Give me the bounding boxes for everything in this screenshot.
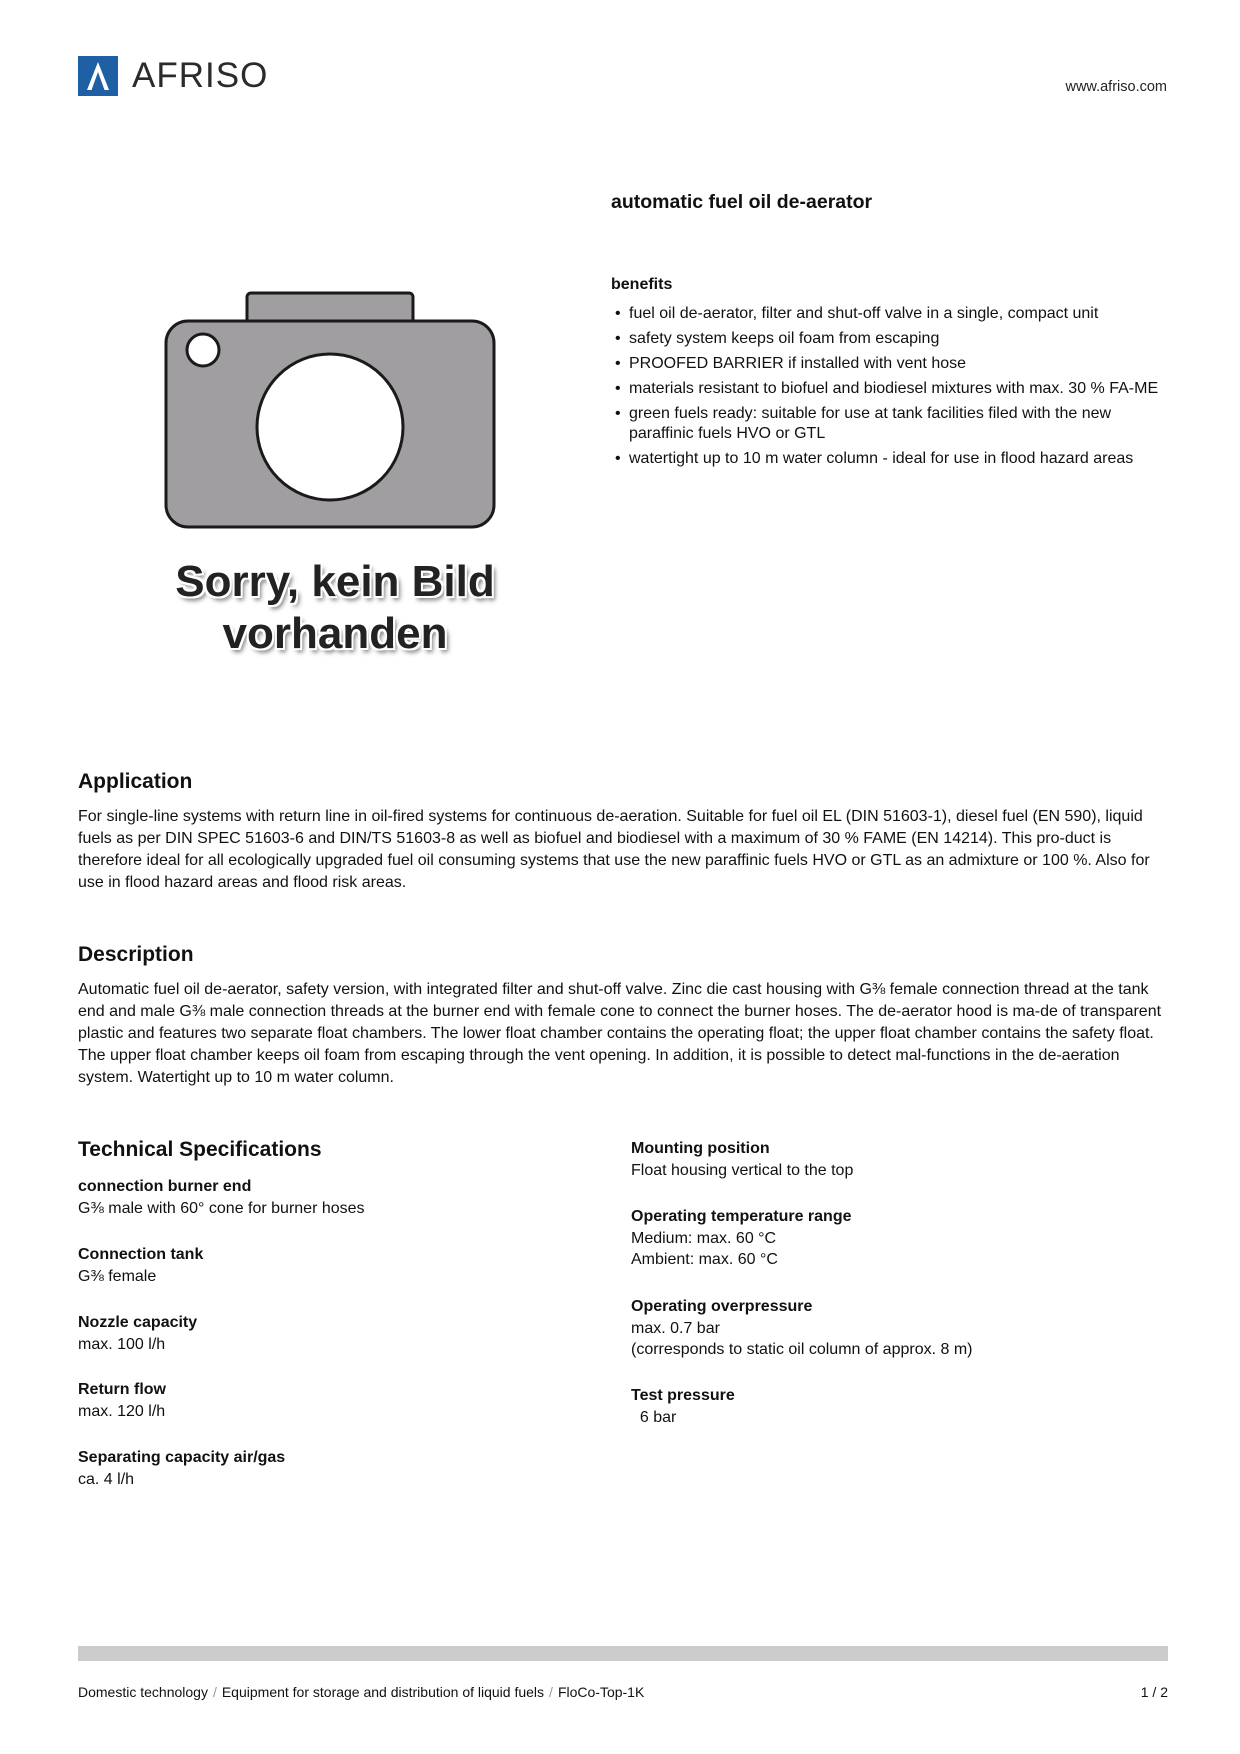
spec-label: connection burner end — [78, 1178, 252, 1195]
brand-logo — [78, 56, 268, 96]
list-item — [611, 329, 1171, 349]
spec-mounting-position — [631, 1138, 853, 1181]
spec-operating-temperature — [631, 1206, 852, 1271]
bullet-icon: • — [615, 355, 621, 372]
bullet-icon: • — [615, 330, 621, 347]
benefits-list — [611, 304, 1171, 469]
breadcrumb-separator: / — [549, 1684, 553, 1700]
placeholder-caption-line-2: vorhanden — [222, 609, 448, 658]
technical-specifications — [78, 1138, 1168, 1498]
description-section — [78, 943, 1168, 1089]
breadcrumb-separator: / — [212, 1684, 217, 1700]
spec-value: Ambient: max. 60 °C — [631, 1251, 778, 1268]
bullet-icon: • — [615, 305, 621, 322]
spec-value: (corresponds to static oil column of approx. 8 m) — [631, 1341, 973, 1358]
benefit-text: safety system keeps oil foam from escaping — [629, 330, 940, 347]
list-item — [611, 404, 1171, 444]
spec-operating-overpressure — [631, 1296, 972, 1361]
spec-label: Return flow — [78, 1381, 166, 1398]
spec-value: max. 0.7 bar — [631, 1319, 720, 1337]
list-item — [611, 354, 1171, 374]
application-text: For single-line systems with return line in oil-fired systems for continuous de-aeration. Suitable for fuel oil EL (DIN 51603-1), diesel fuel (EN 590), liquid fuels as per DIN SPEC 51603-6 and DIN/TS 51603-8 as well as biofuel and biodiesel with a maximum of 30 % FAME (EN 14214). This pro-duct is therefore ideal for all ecologically upgraded fuel oil consuming systems that use the new paraffinic fuels HVO or GTL as an admixture or 100 %. Also for use in flood hazard areas and flood risk areas. — [78, 808, 1150, 891]
spec-value: ca. 4 l/h — [78, 1470, 135, 1488]
breadcrumb-item[interactable]: Domestic technology — [78, 1684, 208, 1700]
spec-nozzle-capacity — [78, 1312, 197, 1355]
bullet-icon: • — [615, 450, 621, 467]
breadcrumb — [78, 1684, 644, 1700]
bullet-icon: • — [615, 380, 621, 397]
spec-connection-burner-end — [78, 1176, 365, 1219]
placeholder-caption-line-1: Sorry, kein Bild — [175, 557, 495, 606]
list-item — [611, 304, 1171, 324]
spec-label: Operating temperature range — [631, 1208, 852, 1225]
benefits-section — [611, 276, 1171, 474]
application-heading: Application — [78, 770, 193, 793]
spec-test-pressure — [631, 1385, 735, 1428]
brand-name: AFRISO — [132, 56, 269, 95]
spec-connection-tank — [78, 1244, 203, 1287]
afriso-logo-icon — [78, 56, 118, 96]
spec-label: Separating capacity air/gas — [78, 1449, 286, 1466]
bullet-icon: • — [615, 405, 621, 422]
application-section — [78, 770, 1168, 894]
footer — [78, 1684, 1168, 1700]
breadcrumb-item[interactable]: Equipment for storage and distribution of liquid fuels — [221, 1684, 545, 1700]
product-image-placeholder — [155, 290, 515, 670]
benefits-heading: benefits — [611, 276, 673, 293]
spec-label: Nozzle capacity — [78, 1314, 198, 1331]
spec-value: Medium: max. 60 °C — [631, 1229, 777, 1247]
spec-value: G⅜ male with 60° cone for burner hoses — [78, 1199, 365, 1217]
specs-heading: Technical Specifications — [78, 1138, 322, 1161]
benefit-text: fuel oil de-aerator, filter and shut-off valve in a single, compact unit — [629, 305, 1099, 322]
spec-value: Float housing vertical to the top — [631, 1161, 854, 1179]
page-number: 1 / 2 — [1140, 1684, 1168, 1700]
spec-value: G⅜ female — [78, 1267, 157, 1285]
list-item — [611, 449, 1171, 469]
breadcrumb-item[interactable]: FloCo-Top-1K — [557, 1684, 645, 1700]
camera-icon — [155, 290, 515, 530]
description-heading: Description — [78, 943, 194, 966]
product-title: automatic fuel oil de-aerator — [611, 191, 873, 213]
description-text: Automatic fuel oil de-aerator, safety version, with integrated filter and shut-off valve. Zinc die cast housing with G⅜ female connection thread at the tank end and male G⅜ male connection threads at the burner end with female cone to connect the burner hoses. The de-aerator hood is ma-de of transparent plastic and features two separate float chambers. The lower float chamber contains the operating float; the upper float chamber contains the safety float. The upper float chamber keeps oil foam from escaping through the vent opening. In addition, it is possible to detect mal-functions in the de-aeration system. Watertight up to 10 m water column. — [78, 981, 1162, 1086]
footer-divider — [78, 1646, 1168, 1661]
spec-value: max. 100 l/h — [78, 1335, 166, 1353]
spec-value: 6 bar — [631, 1408, 677, 1426]
spec-label: Operating overpressure — [631, 1298, 813, 1315]
spec-value: max. 120 l/h — [78, 1402, 166, 1420]
placeholder-caption — [155, 556, 515, 660]
list-item — [611, 379, 1171, 399]
spec-separating-capacity — [78, 1447, 285, 1490]
spec-return-flow — [78, 1379, 166, 1422]
benefit-text: green fuels ready: suitable for use at tank facilities filed with the new paraffinic fuels HVO or GTL — [629, 405, 1112, 442]
website-link[interactable]: www.afriso.com — [1065, 79, 1167, 95]
benefit-text: watertight up to 10 m water column - ideal for use in flood hazard areas — [629, 450, 1134, 467]
spec-label: Mounting position — [631, 1140, 770, 1157]
benefit-text: PROOFED BARRIER if installed with vent hose — [629, 355, 967, 372]
benefit-text: materials resistant to biofuel and biodiesel mixtures with max. 30 % FA-ME — [629, 380, 1159, 397]
spec-label: Test pressure — [631, 1387, 735, 1404]
spec-label: Connection tank — [78, 1246, 204, 1263]
